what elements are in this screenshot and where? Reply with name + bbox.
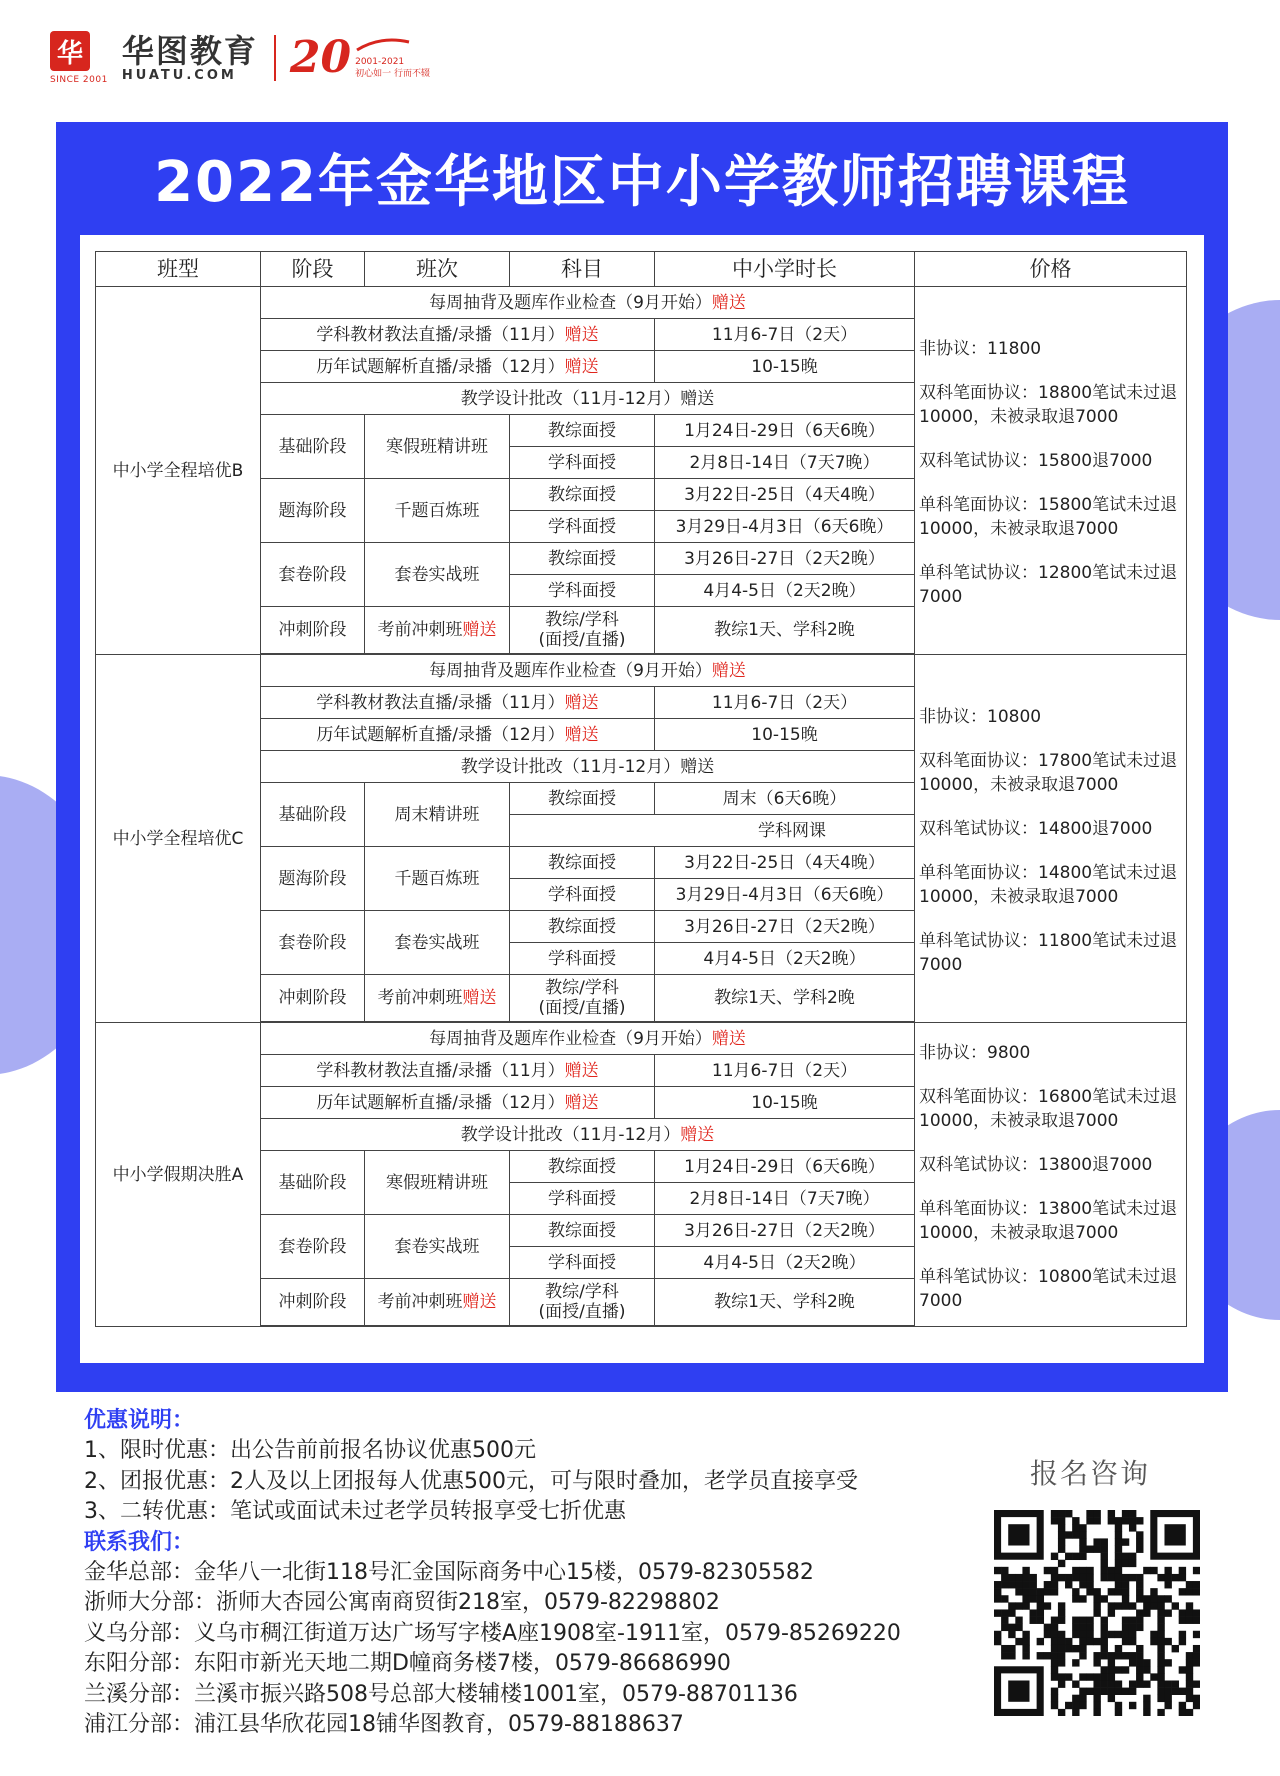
- gift-tag: 赠送: [462, 988, 497, 1008]
- subject-cell: 学科面授: [510, 447, 655, 479]
- header-class-type: 班型: [96, 252, 261, 287]
- stage-cell: 套卷阶段: [261, 543, 365, 607]
- design-review-cell: 教学设计批改（11月-12月）赠送: [261, 751, 915, 783]
- duration-cell: 11月6-7日（2天）: [655, 687, 915, 719]
- price-line: 单科笔面协议：15800笔试未过退10000，未被录取退7000: [919, 494, 1178, 539]
- gift-tag: 赠送: [680, 1124, 715, 1145]
- class-cell: 考前冲刺班赠送: [365, 1279, 510, 1326]
- duration-cell: 教综1天、学科2晚: [655, 1279, 915, 1326]
- design-review-cell: 教学设计批改（11月-12月）赠送: [261, 383, 915, 415]
- design-review-cell: 教学设计批改（11月-12月）赠送: [261, 1119, 915, 1151]
- price-line: 双科笔面协议：16800笔试未过退10000，未被录取退7000: [919, 1086, 1178, 1131]
- gift-tag: 赠送: [564, 356, 599, 377]
- subject-cell: 教综/学科 (面授/直播): [510, 607, 655, 654]
- header-class: 班次: [365, 252, 510, 287]
- stage-cell: 套卷阶段: [261, 911, 365, 975]
- table-row: [96, 655, 1187, 687]
- contact-item: 浙师大分部：浙师大杏园公寓南商贸街218室，0579-82298802: [84, 1590, 720, 1615]
- contact-item: 义乌分部：义乌市稠江街道万达广场写字楼A座1908室-1911室，0579-85269220: [84, 1620, 901, 1646]
- gift-tag: 赠送: [462, 1292, 497, 1312]
- class-cell: 寒假班精讲班: [365, 1151, 510, 1215]
- duration-cell: 3月26日-27日（2天2晚）: [655, 911, 915, 943]
- duration-cell: 2月8日-14日（7天7晚）: [655, 1183, 915, 1215]
- duration-cell: 1月24日-29日（6天6晚）: [655, 415, 915, 447]
- gift-tag: 赠送: [564, 692, 599, 713]
- past-exam-course-cell: 历年试题解析直播/录播（12月）赠送: [261, 1087, 655, 1119]
- page-header: [50, 28, 430, 88]
- spacer-cell: [261, 1326, 915, 1327]
- past-exam-course-cell: 历年试题解析直播/录播（12月）赠送: [261, 719, 655, 751]
- past-exam-course-cell: 历年试题解析直播/录播（12月）赠送: [261, 351, 655, 383]
- subject-cell: 学科面授: [510, 511, 655, 543]
- header-subject: 科目: [510, 252, 655, 287]
- discount-title: 优惠说明：: [84, 1408, 195, 1433]
- gift-tag: 赠送: [711, 292, 746, 313]
- duration-cell: 3月26日-27日（2天2晚）: [655, 1215, 915, 1247]
- header-duration: 中小学时长: [655, 252, 915, 287]
- subject-cell: 教综/学科 (面授/直播): [510, 975, 655, 1022]
- since-label: SINCE 2001: [50, 75, 108, 85]
- consult-label: 报名咨询: [1030, 1457, 1151, 1490]
- textbook-course-cell: 学科教材教法直播/录播（11月）赠送: [261, 1055, 655, 1087]
- class-cell: 考前冲刺班赠送: [365, 975, 510, 1022]
- price-line: 单科笔试协议：11800笔试未过退7000: [919, 930, 1178, 975]
- huatu-logo-icon: [50, 31, 108, 85]
- info-section: [84, 1406, 901, 1741]
- class-cell: 千题百炼班: [365, 479, 510, 543]
- brand-block: [121, 31, 258, 83]
- discount-item: 2、团报优惠：2人及以上团报每人优惠500元，可与限时叠加，老学员直接享受: [84, 1468, 858, 1494]
- price-line: 双科笔试协议：13800退7000: [919, 1154, 1153, 1175]
- stage-cell: 冲刺阶段: [261, 975, 365, 1022]
- duration-cell: 教综1天、学科2晚: [655, 975, 915, 1022]
- duration-cell: 1月24日-29日（6天6晚）: [655, 1151, 915, 1183]
- contact-title: 联系我们：: [84, 1529, 195, 1555]
- duration-cell: 3月29日-4月3日（6天6晚）: [655, 879, 915, 911]
- subject-cell: 学科面授: [510, 943, 655, 975]
- contact-item: 兰溪分部：兰溪市振兴路508号总部大楼辅楼1001室，0579-88701136: [84, 1681, 798, 1707]
- price-line: 双科笔试协议：14800退7000: [919, 818, 1153, 839]
- subject-cell: 教综面授: [510, 1151, 655, 1183]
- price-line: 非协议：9800: [919, 1042, 1031, 1063]
- header-stage: 阶段: [261, 252, 365, 287]
- subject-cell: 教综面授: [510, 847, 655, 879]
- anniversary-years: 2001-2021: [355, 56, 405, 67]
- duration-cell: 3月26日-27日（2天2晚）: [655, 543, 915, 575]
- duration-cell: 3月22日-25日（4天4晚）: [655, 847, 915, 879]
- gift-tag: 赠送: [711, 1028, 746, 1049]
- qr-code-icon[interactable]: [994, 1510, 1200, 1716]
- contact-item: 东阳分部：东阳市新光天地二期D幢商务楼7楼，0579-86686990: [84, 1651, 731, 1676]
- gift-tag: 赠送: [564, 724, 599, 745]
- class-cell: 套卷实战班: [365, 543, 510, 607]
- subject-cell: 教综面授: [510, 1215, 655, 1247]
- weekly-check-cell: 每周抽背及题库作业检查（9月开始）赠送: [261, 287, 915, 319]
- weekly-check-cell: 每周抽背及题库作业检查（9月开始）赠送: [261, 655, 915, 687]
- duration-cell: 教综1天、学科2晚: [655, 607, 915, 654]
- gift-tag: 赠送: [711, 660, 746, 681]
- subject-cell: 教综面授: [510, 479, 655, 511]
- price-line: 单科笔面协议：13800笔试未过退10000，未被录取退7000: [919, 1198, 1178, 1243]
- class-cell: 周末精讲班: [365, 783, 510, 847]
- stage-cell: 基础阶段: [261, 783, 365, 847]
- subject-cell: 教综面授: [510, 911, 655, 943]
- duration-cell: 4月4-5日（2天2晚）: [655, 575, 915, 607]
- online-course-cell: 学科网课: [510, 815, 915, 847]
- price-line: 非协议：10800: [919, 706, 1042, 727]
- duration-cell: 3月29日-4月3日（6天6晚）: [655, 511, 915, 543]
- anniversary-number: 20: [289, 32, 352, 83]
- textbook-course-cell: 学科教材教法直播/录播（11月）赠送: [261, 319, 655, 351]
- stage-cell: 冲刺阶段: [261, 607, 365, 654]
- class-cell: 千题百炼班: [365, 847, 510, 911]
- subject-cell: 教综面授: [510, 783, 655, 815]
- stage-cell: 套卷阶段: [261, 1215, 365, 1279]
- discount-item: 1、限时优惠：出公告前前报名协议优惠500元: [84, 1438, 536, 1463]
- stage-cell: 冲刺阶段: [261, 1279, 365, 1326]
- subject-cell: 教综面授: [510, 415, 655, 447]
- subject-cell: 学科面授: [510, 575, 655, 607]
- price-cell: [915, 1023, 1187, 1327]
- price-line: 单科笔面协议：14800笔试未过退10000，未被录取退7000: [919, 862, 1178, 907]
- discount-item: 3、二转优惠：笔试或面试未过老学员转报享受七折优惠: [84, 1499, 626, 1524]
- duration-cell: 10-15晚: [655, 1087, 915, 1119]
- price-line: 单科笔试协议：12800笔试未过退7000: [919, 562, 1178, 607]
- table-header-row: [96, 252, 1187, 287]
- gift-tag: 赠送: [564, 1092, 599, 1113]
- course-frame: [56, 122, 1228, 1392]
- class-type-cell: 中小学假期决胜A: [96, 1023, 261, 1327]
- class-type-cell: 中小学全程培优B: [96, 287, 261, 655]
- duration-cell: 4月4-5日（2天2晚）: [655, 943, 915, 975]
- table-panel: [80, 235, 1204, 1363]
- class-cell: 考前冲刺班赠送: [365, 607, 510, 654]
- class-cell: 套卷实战班: [365, 911, 510, 975]
- header-divider: [274, 35, 276, 81]
- contact-item: 浦江分部：浦江县华欣花园18铺华图教育，0579-88188637: [84, 1712, 684, 1737]
- subject-cell: 学科面授: [510, 1247, 655, 1279]
- stage-cell: 基础阶段: [261, 1151, 365, 1215]
- brand-name: 华图教育: [121, 31, 258, 70]
- gift-tag: 赠送: [564, 1060, 599, 1081]
- duration-cell: 4月4-5日（2天2晚）: [655, 1247, 915, 1279]
- textbook-course-cell: 学科教材教法直播/录播（11月）赠送: [261, 687, 655, 719]
- contact-item: 金华总部：金华八一北街118号汇金国际商务中心15楼，0579-82305582: [84, 1559, 814, 1585]
- duration-cell: 周末（6天6晚）: [655, 783, 915, 815]
- stage-cell: 题海阶段: [261, 479, 365, 543]
- gift-tag: 赠送: [462, 620, 497, 640]
- table-row: [96, 1023, 1187, 1055]
- page-title: 2022年金华地区中小学教师招聘课程: [154, 150, 1130, 215]
- duration-cell: 11月6-7日（2天）: [655, 1055, 915, 1087]
- duration-cell: 3月22日-25日（4天4晚）: [655, 479, 915, 511]
- price-line: 非协议：11800: [919, 338, 1042, 359]
- brand-site: HUATU.COM: [121, 67, 237, 83]
- duration-cell: 10-15晚: [655, 351, 915, 383]
- weekly-check-cell: 每周抽背及题库作业检查（9月开始）赠送: [261, 1023, 915, 1055]
- class-type-cell: 中小学全程培优C: [96, 655, 261, 1023]
- subject-cell: 教综/学科 (面授/直播): [510, 1279, 655, 1326]
- anniversary-badge: [289, 32, 430, 83]
- logo-glyph: 华: [56, 38, 83, 69]
- anniversary-slogan: 初心如一 行而不辍: [355, 68, 430, 79]
- qr-code-graphic: [994, 1510, 1200, 1716]
- subject-cell: 学科面授: [510, 1183, 655, 1215]
- class-cell: 寒假班精讲班: [365, 415, 510, 479]
- duration-cell: 2月8日-14日（7天7晚）: [655, 447, 915, 479]
- price-cell: [915, 655, 1187, 1023]
- subject-cell: 教综面授: [510, 543, 655, 575]
- price-line: 双科笔面协议：18800笔试未过退10000，未被录取退7000: [919, 382, 1178, 427]
- price-cell: [915, 287, 1187, 655]
- price-line: 双科笔面协议：17800笔试未过退10000，未被录取退7000: [919, 750, 1178, 795]
- stage-cell: 基础阶段: [261, 415, 365, 479]
- gift-tag: 赠送: [564, 324, 599, 345]
- subject-cell: 学科面授: [510, 879, 655, 911]
- stage-cell: 题海阶段: [261, 847, 365, 911]
- table-row: [96, 287, 1187, 319]
- price-line: 单科笔试协议：10800笔试未过退7000: [919, 1266, 1178, 1311]
- anniversary-swoosh-icon: [355, 38, 411, 52]
- duration-cell: 11月6-7日（2天）: [655, 319, 915, 351]
- schedule-table: [95, 251, 1187, 1327]
- price-line: 双科笔试协议：15800退7000: [919, 450, 1153, 471]
- header-price: 价格: [915, 252, 1187, 287]
- class-cell: 套卷实战班: [365, 1215, 510, 1279]
- duration-cell: 10-15晚: [655, 719, 915, 751]
